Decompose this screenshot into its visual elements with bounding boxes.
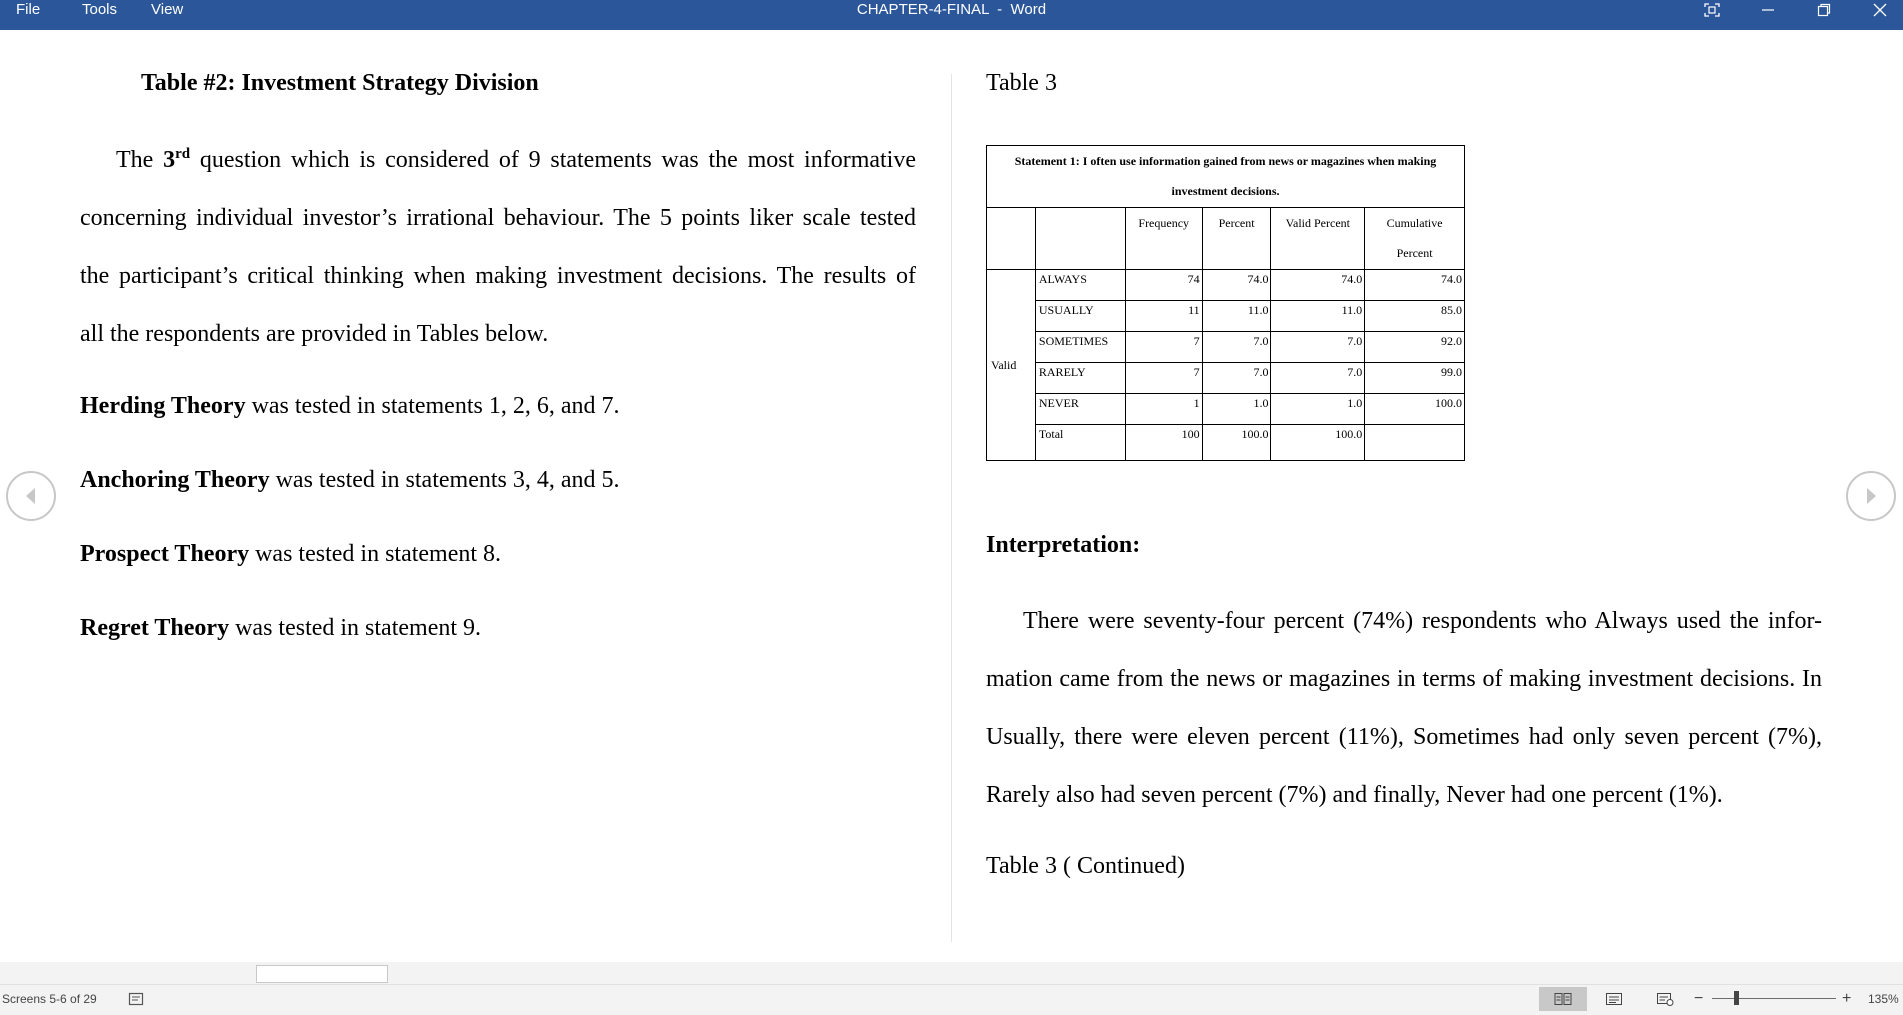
table-cell: 85.0 (1365, 301, 1465, 332)
statistics-table (986, 145, 1465, 461)
table-3-continued-title: Table 3 ( Continued) (986, 853, 1185, 879)
left-heading: Table #2: Investment Strategy Division (141, 70, 539, 96)
next-screen-icon (1863, 487, 1879, 505)
menu-view[interactable]: View (151, 1, 184, 18)
paragraph-line: the participant’s critical thinking when making investment decisions. The results of (80, 263, 916, 289)
menu-file[interactable]: File (16, 1, 41, 18)
close-button[interactable] (1857, 0, 1903, 20)
table-group-label: Valid (987, 270, 1036, 461)
zoom-slider-thumb[interactable] (1734, 991, 1739, 1005)
menu-tools[interactable]: Tools (82, 1, 118, 18)
table-cell: 7.0 (1202, 332, 1271, 363)
proofing-icon[interactable] (128, 991, 144, 1010)
table-header-valid-percent: Valid Percent (1271, 208, 1365, 270)
web-layout-button[interactable] (1641, 987, 1689, 1011)
intro-paragraph (80, 145, 916, 377)
read-mode-button[interactable] (1539, 987, 1587, 1011)
table-header-blank (1035, 208, 1125, 270)
page-count[interactable]: Screens 5-6 of 29 (2, 992, 97, 1006)
print-layout-button[interactable] (1590, 987, 1638, 1011)
table-cell: 100.0 (1271, 425, 1365, 461)
zoom-out-button[interactable]: − (1694, 990, 1704, 1007)
table-cell: 74.0 (1365, 270, 1465, 301)
scrollbar-thumb[interactable] (256, 965, 388, 983)
paragraph-line: concerning individual investor’s irrational behaviour. The 5 points liker scale tested (80, 205, 916, 231)
table-caption: Statement 1: I often use information gained from news or magazines when making investment decisions. (987, 146, 1465, 208)
paragraph-line: Rarely also had seven percent (7%) and finally, Never had one percent (1%). (986, 782, 1723, 808)
window-title: CHAPTER-4-FINAL - Word (856, 1, 1047, 18)
table-header-percent: Percent (1202, 208, 1271, 270)
table-cell: 74.0 (1271, 270, 1365, 301)
title-bar (0, 0, 1903, 30)
table-cell: 74.0 (1202, 270, 1271, 301)
theory-prospect: Prospect Theory was tested in statement 8. (80, 541, 502, 567)
table-cell: 92.0 (1365, 332, 1465, 363)
page-divider (951, 74, 952, 942)
table-cell: 11 (1125, 301, 1202, 332)
table-cell: 7.0 (1271, 332, 1365, 363)
table-cell: 99.0 (1365, 363, 1465, 394)
theory-anchoring: Anchoring Theory was tested in statements 3, 4, and 5. (80, 467, 620, 493)
table-title: Table 3 (986, 70, 1057, 96)
close-icon (1873, 3, 1887, 17)
table-cell: 1.0 (1202, 394, 1271, 425)
zoom-slider[interactable] (1712, 998, 1836, 999)
table-cell: 1.0 (1271, 394, 1365, 425)
table-cell: 11.0 (1271, 301, 1365, 332)
table-row-label: SOMETIMES (1035, 332, 1125, 363)
web-layout-icon (1656, 992, 1674, 1006)
table-row-label: Total (1035, 425, 1125, 461)
previous-screen-icon (23, 487, 39, 505)
next-screen-button[interactable] (1846, 471, 1896, 521)
table-header-blank (987, 208, 1036, 270)
minimize-button[interactable] (1745, 0, 1791, 20)
paragraph-line: There were seventy-four percent (74%) respondents who Always used the infor- (1023, 608, 1822, 634)
theory-regret: Regret Theory was tested in statement 9. (80, 615, 482, 641)
table-cell: 7.0 (1202, 363, 1271, 394)
restore-icon (1817, 3, 1831, 17)
table-cell: 11.0 (1202, 301, 1271, 332)
paragraph-line: Usually, there were eleven percent (11%), Sometimes had only seven percent (7%), (986, 724, 1822, 750)
table-cell: 7 (1125, 332, 1202, 363)
zoom-in-button[interactable]: + (1842, 990, 1852, 1007)
print-layout-icon (1605, 992, 1623, 1006)
read-mode-icon (1554, 992, 1572, 1006)
table-cell (1365, 425, 1465, 461)
table-cell: 7.0 (1271, 363, 1365, 394)
theory-herding: Herding Theory was tested in statements 1, 2, 6, and 7. (80, 393, 620, 419)
table-cell: 1 (1125, 394, 1202, 425)
table-row-label: ALWAYS (1035, 270, 1125, 301)
restore-button[interactable] (1801, 0, 1847, 20)
table-row-label: USUALLY (1035, 301, 1125, 332)
table-cell: 100 (1125, 425, 1202, 461)
interpretation-paragraph (986, 606, 1822, 838)
table-cell: 7 (1125, 363, 1202, 394)
table-cell: 100.0 (1365, 394, 1465, 425)
paragraph-line: mation came from the news or magazines in terms of making investment decisions. In (986, 666, 1822, 692)
fullscreen-icon (1704, 3, 1720, 17)
paragraph-line: all the respondents are provided in Tables below. (80, 321, 549, 347)
table-row-label: RARELY (1035, 363, 1125, 394)
zoom-level[interactable]: 135% (1868, 992, 1899, 1006)
table-cell: 100.0 (1202, 425, 1271, 461)
minimize-icon (1761, 3, 1775, 17)
previous-screen-button[interactable] (6, 471, 56, 521)
table-header-cumulative-percent: Cumulative Percent (1365, 208, 1465, 270)
horizontal-scrollbar[interactable] (0, 962, 1903, 984)
fullscreen-button[interactable] (1689, 0, 1735, 20)
table-cell: 74 (1125, 270, 1202, 301)
table-row-label: NEVER (1035, 394, 1125, 425)
paragraph-line: The 3rd question which is considered of 9 statements was the most informative (116, 146, 916, 173)
interpretation-heading: Interpretation: (986, 532, 1141, 558)
table-header-frequency: Frequency (1125, 208, 1202, 270)
status-bar (0, 984, 1903, 1015)
